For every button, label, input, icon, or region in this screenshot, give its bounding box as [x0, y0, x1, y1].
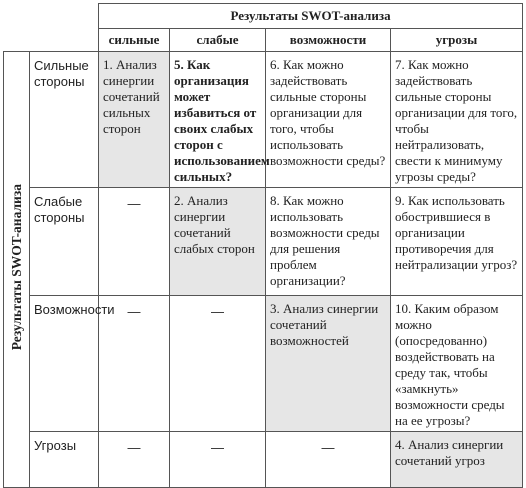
- table-cell: —: [99, 432, 170, 488]
- column-header-opportunities: возможности: [266, 29, 391, 52]
- table-cell: —: [99, 188, 170, 296]
- table-cell: 9. Как использовать обострившиеся в организации противоречия для нейтрализации угроз?: [391, 188, 523, 296]
- table-cell: 6. Как можно задействовать сильные стороны организации для того, чтобы использовать возможности среды?: [266, 52, 391, 188]
- row-header-weaknesses: Слабые стороны: [30, 188, 99, 296]
- table-cell: 4. Анализ синергии сочетаний угроз: [391, 432, 523, 488]
- table-cell: 5. Как организация может избавиться от своих слабых сторон с использованием сильных?: [170, 52, 266, 188]
- column-header-threats: угрозы: [391, 29, 523, 52]
- column-header-strengths: сильные: [99, 29, 170, 52]
- table-cell: —: [170, 296, 266, 432]
- table-cell: 10. Каким образом можно (опосредованно) воздействовать на среду так, чтобы «замкнуть» возможности среды на ее угрозы?: [391, 296, 523, 432]
- swot-table: [3, 3, 523, 488]
- empty-corner-cell: [4, 4, 99, 52]
- row-header-opportunities: Возможности: [30, 296, 99, 432]
- table-cell: 3. Анализ синергии сочетаний возможностей: [266, 296, 391, 432]
- row-header-strengths: Сильные стороны: [30, 52, 99, 188]
- column-header-weaknesses: слабые: [170, 29, 266, 52]
- table-cell: —: [266, 432, 391, 488]
- table-cell: 1. Анализ синергии сочетаний сильных сторон: [99, 52, 170, 188]
- table-cell: 7. Как можно задействовать сильные стороны организации для того, чтобы нейтрализовать, свести к минимуму угрозы среды?: [391, 52, 523, 188]
- side-title-cell: [4, 52, 30, 488]
- side-title: Результаты SWOT-анализа: [8, 184, 24, 351]
- row-header-threats: Угрозы: [30, 432, 99, 488]
- table-cell: —: [99, 296, 170, 432]
- table-cell: —: [170, 432, 266, 488]
- table-cell: 2. Анализ синергии сочетаний слабых сторон: [170, 188, 266, 296]
- table-title: Результаты SWOT-анализа: [99, 4, 523, 29]
- table-cell: 8. Как можно использовать возможности среды для решения проблем организации?: [266, 188, 391, 296]
